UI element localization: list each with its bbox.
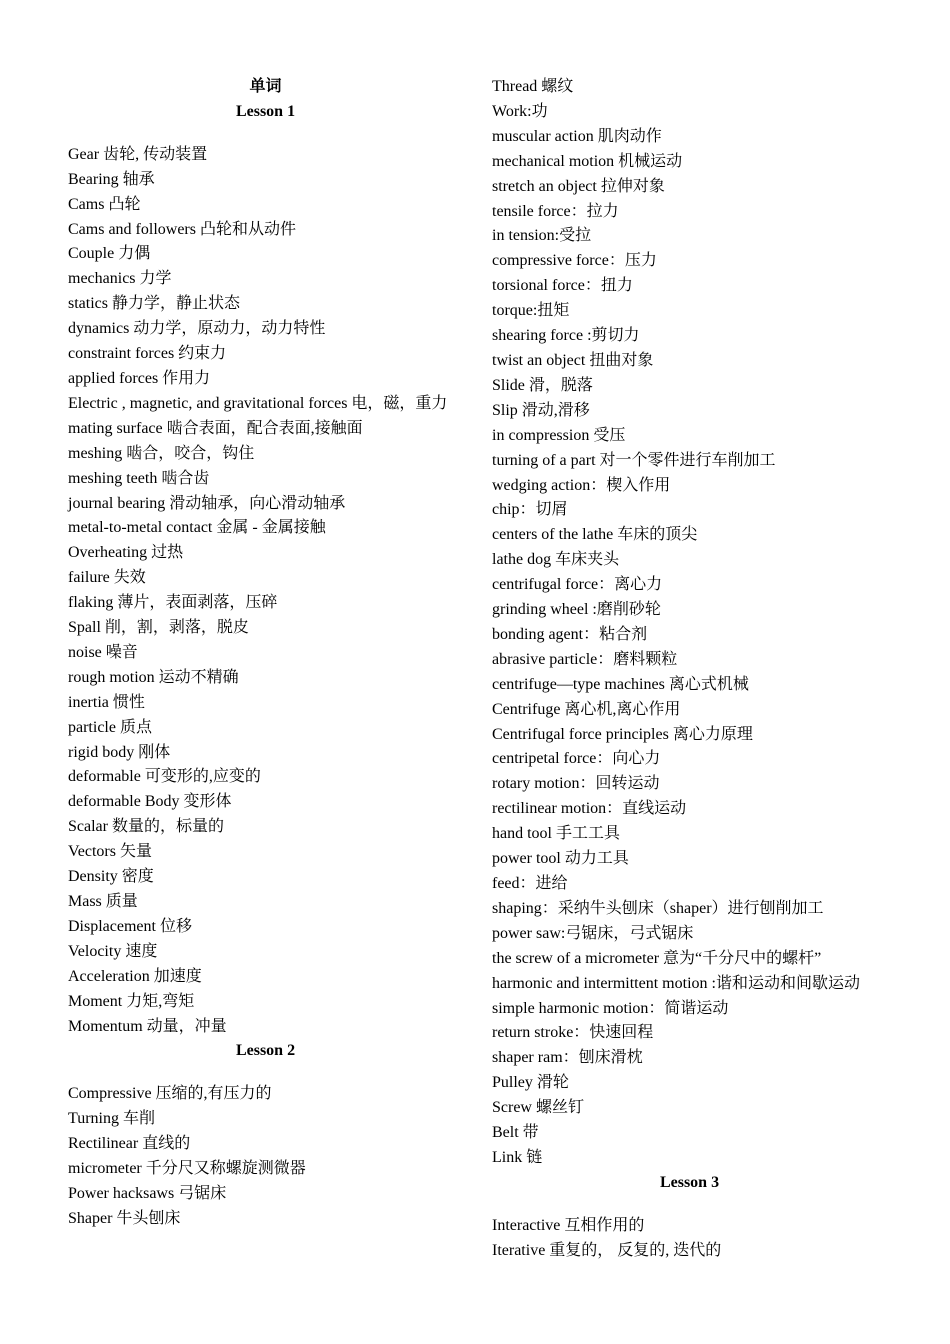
vocab-entry: rough motion 运动不精确: [68, 668, 239, 686]
vocab-entry: the screw of a micrometer 意为“千分尺中的螺杆”: [492, 949, 822, 967]
lesson-3-heading: Lesson 3: [659, 1173, 720, 1191]
vocab-entry: hand tool 手工工具: [492, 825, 620, 843]
vocab-entry: feed：进给: [492, 875, 568, 892]
vocab-entry: Cams and followers 凸轮和从动件: [68, 220, 296, 238]
vocab-entry: centers of the lathe 车床的顶尖: [492, 526, 698, 544]
lesson-1-word-list: [68, 143, 463, 1040]
vocab-entry: Density 密度: [68, 868, 154, 886]
vocab-entry: mechanical motion 机械运动: [492, 152, 683, 170]
vocab-entry: metal-to-metal contact 金属 - 金属接触: [68, 519, 326, 537]
vocab-entry: Iterative 重复的， 反复的, 迭代的: [492, 1241, 722, 1259]
vocab-entry: power saw:弓锯床，弓式锯床: [492, 924, 694, 942]
vocab-entry: in compression 受压: [492, 426, 626, 444]
vocab-entry: in tension:受拉: [492, 227, 592, 245]
vocab-entry: Scalar 数量的，标量的: [68, 818, 224, 836]
vocab-entry: Shaper 牛头刨床: [68, 1209, 181, 1227]
vocab-entry: shaper ram：刨床滑枕: [492, 1049, 643, 1067]
vocab-entry: Couple 力偶: [68, 245, 151, 263]
vocab-entry: Gear 齿轮, 传动装置: [68, 145, 208, 163]
vocab-entry: Velocity 速度: [68, 942, 158, 960]
vocab-entry: Cams 凸轮: [68, 195, 141, 213]
vocab-entry: dynamics 动力学，原动力，动力特性: [68, 320, 326, 338]
vocab-entry: grinding wheel :磨削砂轮: [492, 601, 661, 619]
vocab-entry: mechanics 力学: [68, 270, 172, 288]
vocab-entry: Vectors 矢量: [68, 843, 152, 861]
left-column: [68, 75, 463, 1232]
vocab-entry: Slip 滑动,滑移: [492, 401, 590, 419]
vocab-entry: Moment 力矩,弯矩: [68, 992, 195, 1010]
vocab-entry: centrifuge—type machines 离心式机械: [492, 675, 749, 693]
vocab-entry: Interactive 互相作用的: [492, 1216, 645, 1234]
vocab-entry: Thread 螺纹: [492, 78, 574, 95]
vocab-entry: lathe dog 车床夹头: [492, 551, 620, 569]
vocab-entry: abrasive particle：磨料颗粒: [492, 650, 678, 668]
vocab-entry: turning of a part 对一个零件进行车削加工: [492, 451, 776, 469]
vocab-entry: shaping：采纳牛头刨床（shaper）进行刨削加工: [492, 899, 824, 917]
lesson-1-heading: Lesson 1: [235, 102, 296, 120]
vocab-entry: wedging action：楔入作用: [492, 476, 671, 494]
vocab-entry: noise 噪音: [68, 643, 138, 661]
lesson-2-heading: Lesson 2: [235, 1042, 296, 1060]
vocab-entry: torque:扭矩: [492, 302, 570, 320]
vocab-entry: micrometer 千分尺又称螺旋测微器: [68, 1160, 306, 1178]
vocab-entry: flaking 薄片，表面剥落，压碎: [68, 594, 278, 612]
vocab-entry: particle 质点: [68, 718, 152, 736]
vocab-entry: deformable Body 变形体: [68, 793, 232, 811]
vocab-entry: Link 链: [492, 1148, 543, 1166]
vocab-entry: mating surface 啮合表面，配合表面,接触面: [68, 419, 363, 437]
vocab-entry: Turning 车削: [68, 1110, 155, 1128]
vocab-entry: torsional force：扭力: [492, 277, 633, 295]
lesson-2-word-list: [68, 1082, 463, 1231]
vocab-entry: compressive force：压力: [492, 252, 657, 270]
vocab-entry: Centrifugal force principles 离心力原理: [492, 725, 753, 743]
vocab-entry: Rectilinear 直线的: [68, 1135, 191, 1153]
vocab-entry: Centrifuge 离心机,离心作用: [492, 700, 681, 718]
vocab-entry: shearing force :剪切力: [492, 327, 640, 345]
vocab-entry: journal bearing 滑动轴承，向心滑动轴承: [68, 494, 346, 512]
vocab-entry: centripetal force：向心力: [492, 750, 661, 768]
vocab-entry: deformable 可变形的,应变的: [68, 768, 261, 786]
vocab-entry: applied forces 作用力: [68, 369, 211, 387]
vocab-entry: Pulley 滑轮: [492, 1074, 569, 1092]
vocab-entry: Screw 螺丝钉: [492, 1099, 584, 1117]
vocab-entry: Electric , magnetic, and gravitational forces 电，磁，重力: [68, 394, 448, 412]
vocab-entry: tensile force：拉力: [492, 202, 619, 220]
vocab-entry: stretch an object 拉伸对象: [492, 177, 665, 195]
vocab-entry: muscular action 肌肉动作: [492, 127, 662, 145]
vocab-entry: statics 静力学，静止状态: [68, 295, 240, 313]
vocab-entry: Work:功: [492, 102, 548, 120]
lesson-2-word-list-continued: [492, 75, 887, 1171]
right-column: [492, 75, 887, 1264]
vocab-entry: power tool 动力工具: [492, 850, 629, 868]
vocab-entry: Mass 质量: [68, 893, 138, 910]
lesson-3-word-list: [492, 1214, 887, 1264]
vocab-entry: Displacement 位移: [68, 917, 192, 935]
vocab-entry: Bearing 轴承: [68, 170, 155, 188]
vocab-entry: return stroke：快速回程: [492, 1024, 654, 1042]
vocab-entry: meshing 啮合，咬合，钩住: [68, 444, 255, 462]
vocab-entry: Momentum 动量，冲量: [68, 1017, 227, 1035]
vocab-entry: twist an object 扭曲对象: [492, 351, 654, 369]
vocab-entry: Belt 带: [492, 1124, 539, 1142]
vocab-entry: Spall 削，割，剥落，脱皮: [68, 619, 249, 637]
vocab-entry: inertia 惯性: [68, 693, 145, 711]
vocab-entry: Compressive 压缩的,有压力的: [68, 1085, 272, 1103]
vocab-entry: Overheating 过热: [68, 544, 184, 562]
vocab-entry: meshing teeth 啮合齿: [68, 469, 210, 487]
vocab-entry: failure 失效: [68, 569, 146, 587]
vocab-entry: Slide 滑，脱落: [492, 376, 593, 394]
vocab-entry: simple harmonic motion：简谐运动: [492, 999, 729, 1017]
vocab-entry: rectilinear motion：直线运动: [492, 800, 687, 818]
vocab-entry: Power hacksaws 弓锯床: [68, 1184, 227, 1202]
vocab-entry: centrifugal force：离心力: [492, 576, 663, 594]
vocab-entry: bonding agent：粘合剂: [492, 625, 648, 643]
vocab-entry: rigid body 刚体: [68, 743, 171, 761]
vocab-entry: rotary motion：回转运动: [492, 775, 660, 793]
vocab-entry: chip：切屑: [492, 501, 568, 519]
page-title: 单词: [249, 78, 282, 95]
vocab-entry: harmonic and intermittent motion :谐和运动和间歇运动: [492, 974, 860, 992]
vocab-entry: Acceleration 加速度: [68, 967, 202, 985]
vocab-entry: constraint forces 约束力: [68, 345, 227, 363]
